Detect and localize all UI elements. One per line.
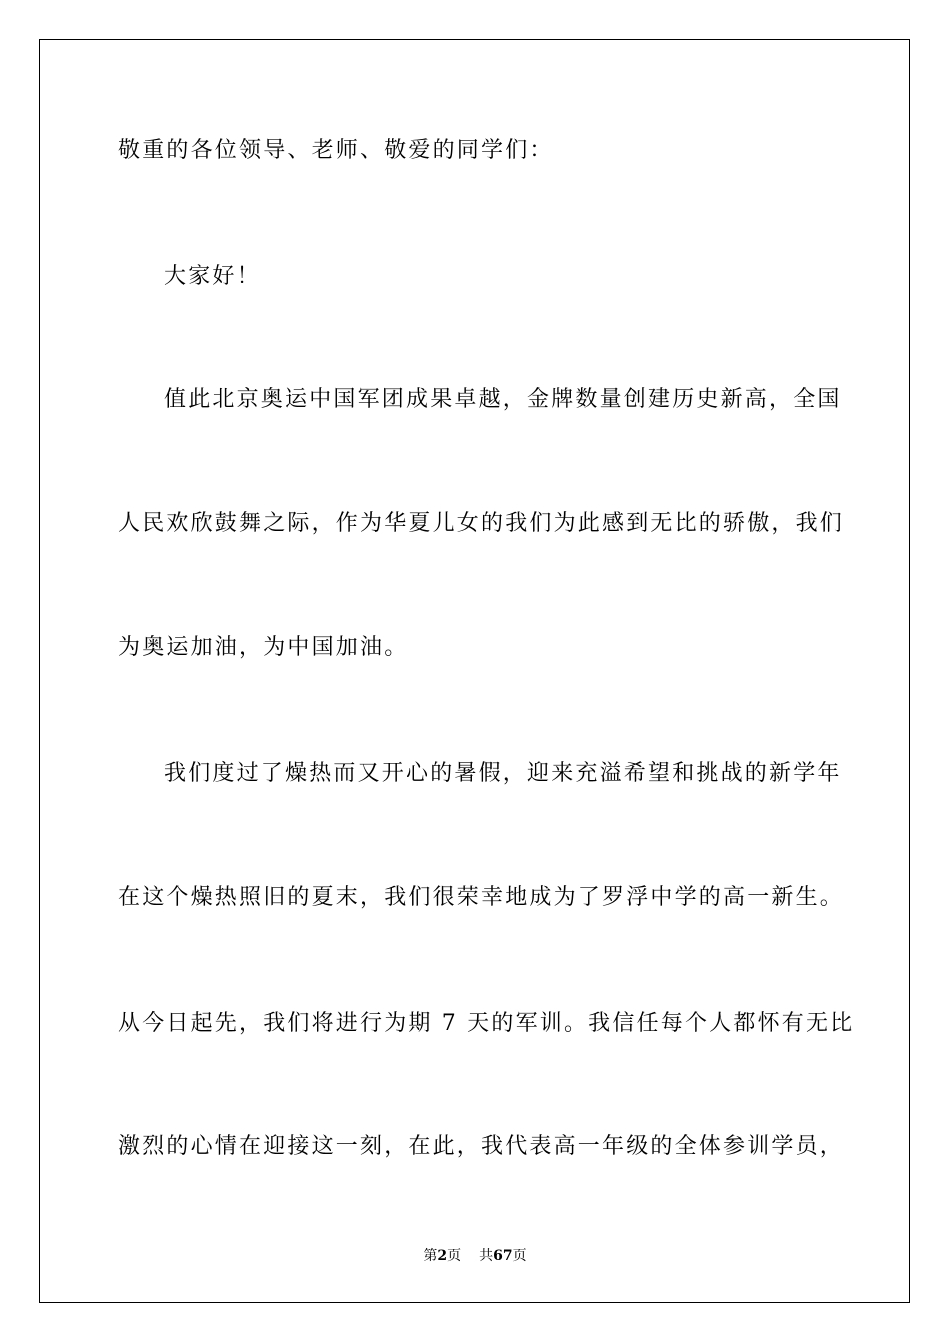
paragraph-1-line-3: 为奥运加油，为中国加油。 [118,635,409,660]
paragraph-2-line-2: 在这个燥热照旧的夏末，我们很荣幸地成为了罗浮中学的高一新生。 [118,885,845,910]
page-border [39,39,910,1303]
total-pages: 67 [493,1248,513,1264]
page-footer [0,1247,950,1265]
greeting-line: 大家好！ [164,264,261,289]
salutation-line: 敬重的各位领导、老师、敬爱的同学们： [118,138,554,163]
total-suffix: 页 [512,1248,527,1264]
page-prefix: 第 [423,1248,438,1264]
paragraph-1-line-1: 值此北京奥运中国军团成果卓越，金牌数量创建历史新高，全国 [164,387,842,412]
paragraph-2-line-1: 我们度过了燥热而又开心的暑假，迎来充溢希望和挑战的新学年 [164,761,842,786]
total-prefix: 共 [479,1248,494,1264]
page-number: 2 [437,1248,448,1264]
paragraph-1-line-2: 人民欢欣鼓舞之际，作为华夏儿女的我们为此感到无比的骄傲，我们 [118,511,845,536]
paragraph-2-line-4: 激烈的心情在迎接这一刻，在此，我代表高一年级的全体参训学员， [118,1134,845,1159]
paragraph-2-line-3: 从今日起先，我们将进行为期 7 天的军训。我信任每个人都怀有无比 [118,1011,855,1036]
page-suffix: 页 [447,1248,462,1264]
